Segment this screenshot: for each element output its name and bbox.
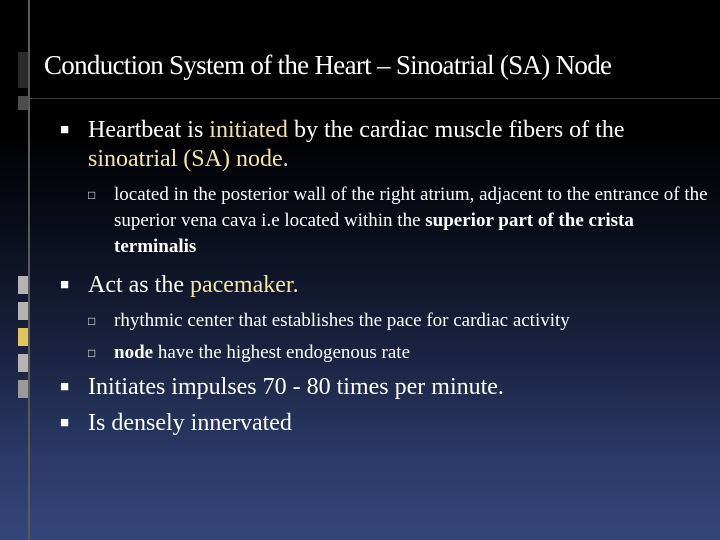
bullet-3-text: Initiates impulses 70 - 80 times per minute. — [88, 374, 504, 400]
bullet-1-text-mid: by the cardiac muscle fibers of the — [287, 117, 625, 143]
bullet-1-text-pre: Heartbeat is — [88, 117, 210, 143]
sub-bullet-2-1-text: rhythmic center that establishes the pace for cardiac activity — [114, 310, 570, 331]
sub-bullet-1-1-bold: superior part of the crista terminalis — [114, 210, 634, 257]
hollow-square-bullet-icon: □ — [88, 188, 96, 202]
hollow-square-bullet-icon: □ — [88, 314, 96, 328]
sub-bullet-2-2-text: have the highest endogenous rate — [153, 342, 411, 363]
square-bullet-icon: ■ — [60, 379, 70, 395]
square-bullet-icon: ■ — [60, 277, 70, 293]
accent-block-dark — [18, 52, 28, 88]
slide-title: Conduction System of the Heart – Sinoatrial (SA) Node — [44, 50, 612, 80]
accent-block-yellow — [18, 328, 28, 346]
sub-bullet-2-2 — [60, 340, 710, 366]
bullet-3 — [60, 373, 710, 402]
left-rule — [28, 0, 30, 540]
accent-block-mid — [18, 96, 28, 110]
bullet-1-highlight-1: initiated — [209, 117, 288, 143]
accent-block-gray-3 — [18, 354, 28, 372]
sub-bullet-2-2-bold: node — [114, 342, 154, 363]
bullet-1-highlight-2: sinoatrial (SA) node. — [88, 146, 289, 172]
accent-block-gray-4 — [18, 380, 28, 398]
square-bullet-icon: ■ — [60, 122, 70, 138]
square-bullet-icon: ■ — [60, 415, 70, 431]
accent-block-gray-1 — [18, 276, 28, 294]
slide-body — [60, 116, 710, 438]
hollow-square-bullet-icon: □ — [88, 346, 96, 360]
sub-bullet-1-1 — [60, 182, 710, 260]
bullet-4-text: Is densely innervated — [88, 410, 292, 436]
bullet-2-highlight: pacemaker. — [189, 272, 299, 298]
bullet-1 — [60, 116, 710, 174]
bullet-4 — [60, 409, 710, 438]
accent-gap — [18, 118, 28, 268]
sub-bullet-2-1 — [60, 308, 710, 334]
bullet-2-text-pre: Act as the — [88, 272, 190, 298]
accent-block-gray-2 — [18, 302, 28, 320]
bullet-2 — [60, 271, 710, 300]
accent-blocks — [18, 52, 28, 406]
sub-bullet-1-1-text: located in the posterior wall of the right atrium, adjacent to the entrance of the superior vena cava i.e located within the — [114, 184, 708, 231]
title-rule — [30, 98, 720, 99]
